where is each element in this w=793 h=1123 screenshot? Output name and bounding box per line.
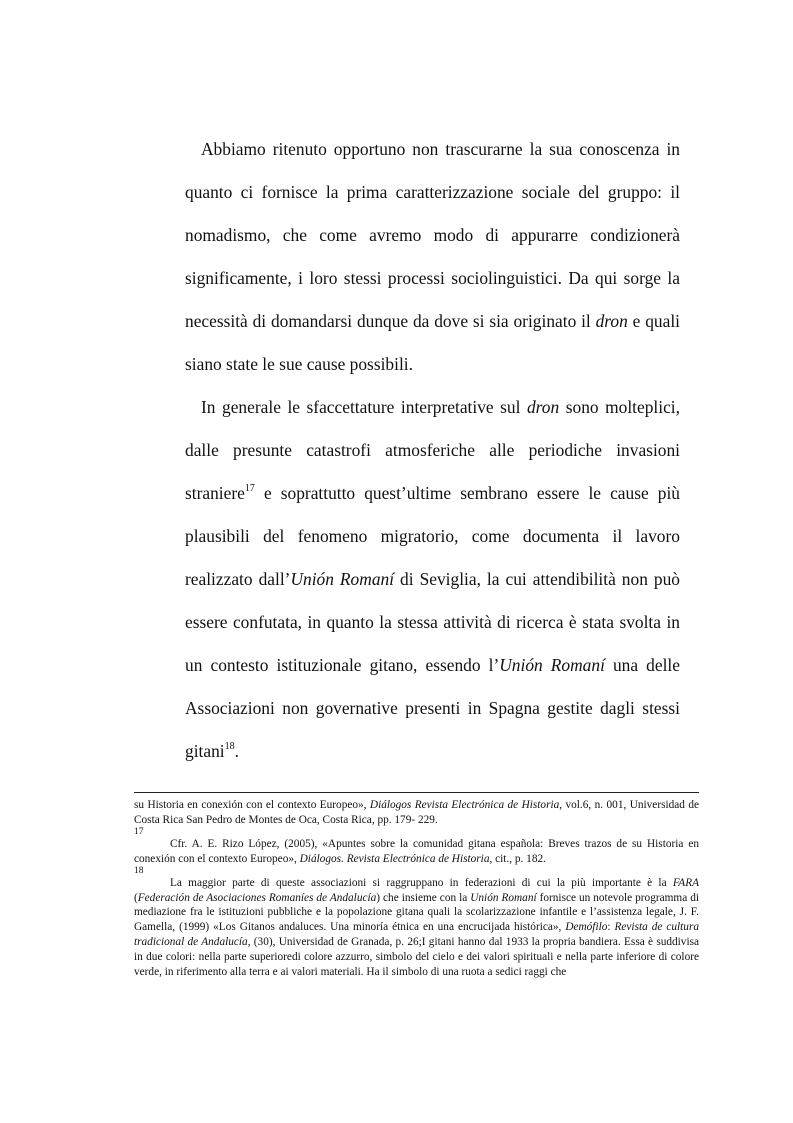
footnotes <box>134 798 699 980</box>
footnote-number-17: 17 <box>134 826 144 837</box>
italic-dron: dron <box>526 397 560 417</box>
footnote-continuation: su Historia en conexión con el contexto Europeo», Diálogos Revista Electrónica de Historia, vol.6, n. 001, Universidad de Costa Rica San Pedro de Montes de Oca, Costa Rica, pp. 179- 229. <box>134 799 699 826</box>
footnote-17: 17 Cfr. A. E. Rizo López, (2005), «Apuntes sobre la comunidad gitana española: Breves trazos de su Historia en conexión con el contexto Europeo», Diálogos. Revista Electrónica de Historia, cit., p. 182. <box>134 826 699 865</box>
footnote-ref-18[interactable]: 18 <box>224 741 235 752</box>
footnote-number-18: 18 <box>134 865 144 876</box>
footnote-separator <box>134 792 699 793</box>
italic-union-romani: Unión Romaní <box>290 569 395 589</box>
footnote-18: 18 La maggior parte di queste associazioni si raggruppano in federazioni di cui la più importante è la FARA (Federación de Asociaciones Romaníes de Andalucía) che insieme con la Unión Romaní fornisce un notevole programma di mediazione fra le istituzioni pubbliche e la popolazione gitana quali la scolarizzazione infantile e l’assistenza legale, J. F. Gamella, (1999) «Los Gitanos andaluces. Una minoría étnica en una encrucijada histórica», Demófilo: Revista de cultura tradicional de Andalucía, (30), Universidad de Granada, p. 26;I gitani hanno dal 1933 la propria bandiera. Essa è suddivisa in due colori: nella parte superioredi colore azzurro, simbolo del cielo e dei valori spirituali e nella parte inferiore di colore verde, in riferimento alla terra e ai valori materiali. Ha il simbolo di una ruota a sedici raggi che <box>134 865 700 979</box>
main-text <box>185 128 680 773</box>
paragraph-2: In generale le sfaccettature interpretative sul dron sono molteplici, dalle presunte catastrofi atmosferiche alle periodiche invasioni straniere$^{17}$ e soprattutto quest’ultime sembrano essere le cause più plausibili del fenomeno migratorio, come documenta il lavoro realizzato dall’Unión Romaní di Seviglia, la cui attendibilità non può essere confutata, in quanto la stessa attività di ricerca è stata svolta in un contesto istituzionale gitano, essendo l’Unión Romaní una delle Associazioni non governative presenti in Spagna gestite dagli stessi gitani$^{18}$. <box>185 397 680 761</box>
paragraph-1: Abbiamo ritenuto opportuno non trascurarne la sua conoscenza in quanto ci fornisce la prima caratterizzazione sociale del gruppo: il nomadismo, che come avremo modo di appurarre condizionerà significamente, i loro stessi processi sociolinguistici. Da qui sorge la necessità di domandarsi dunque da dove si sia originato il dron e quali siano state le sue cause possibili. <box>185 139 680 374</box>
footnote-ref-17[interactable]: 17 <box>244 483 255 494</box>
italic-dron: dron <box>595 311 628 331</box>
italic-union-romani: Unión Romaní <box>499 655 605 675</box>
